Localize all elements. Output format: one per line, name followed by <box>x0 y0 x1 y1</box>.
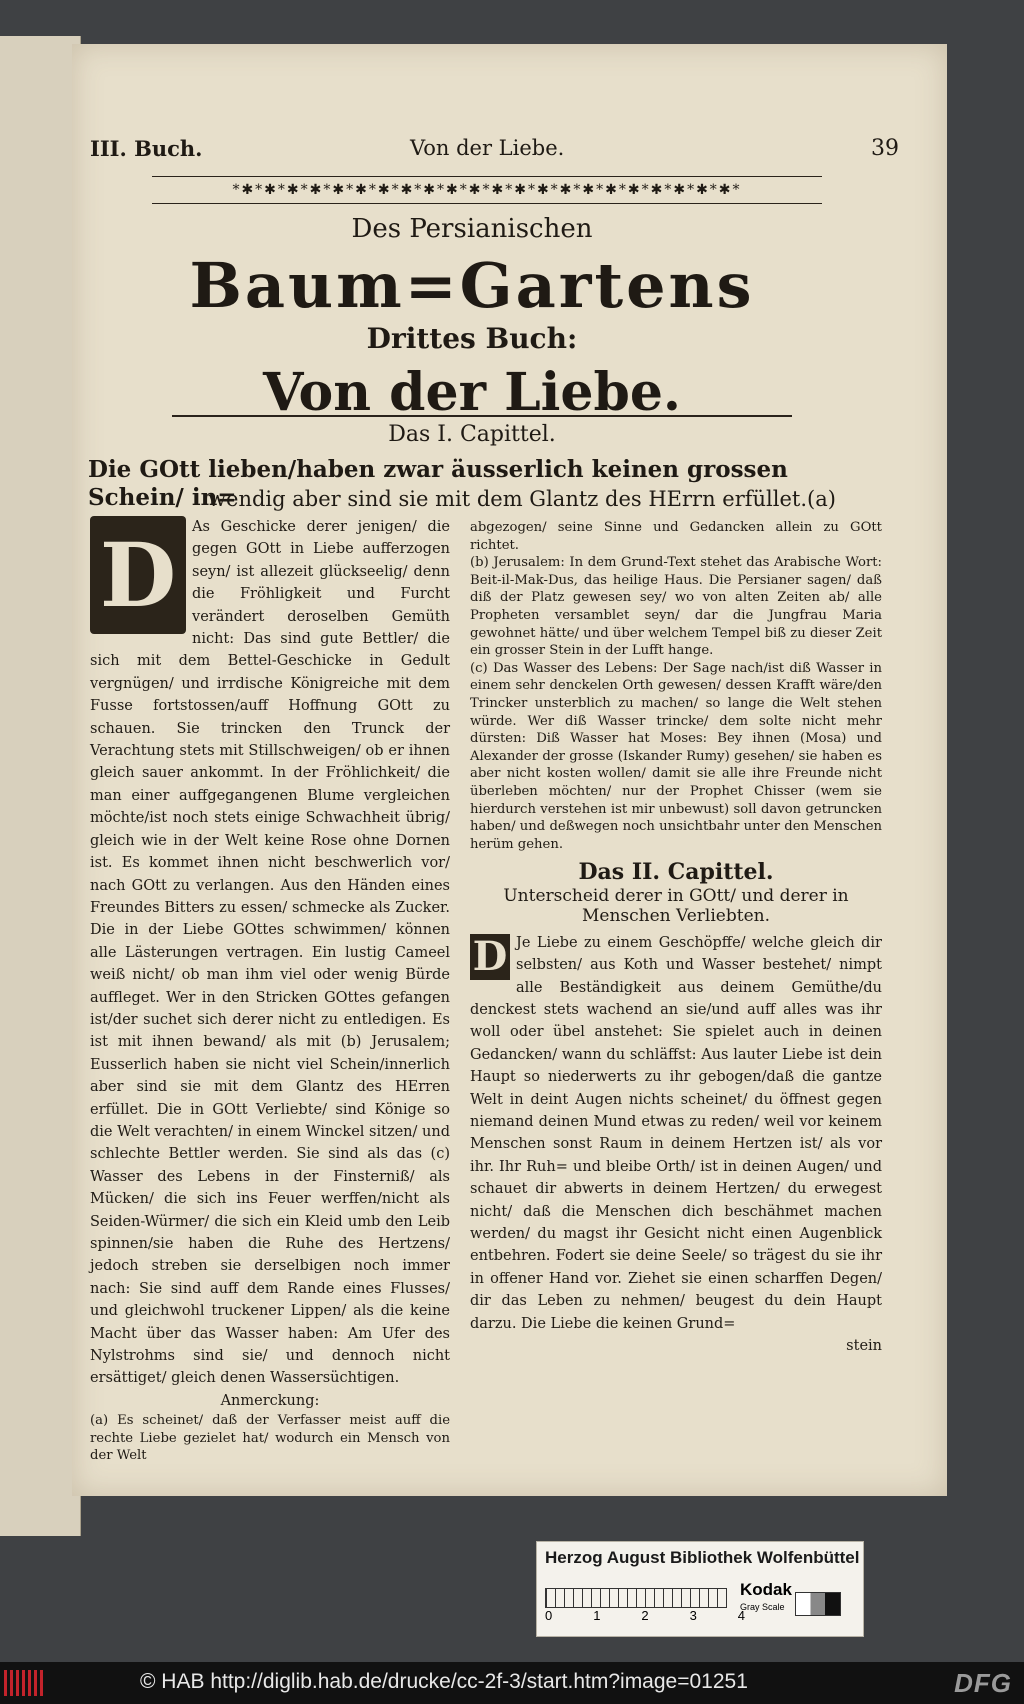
left-column <box>90 516 450 1465</box>
ruler-tick-label: 1 <box>593 1608 601 1623</box>
title-line-4: Von der Liebe. <box>262 362 682 423</box>
title-line-1: Des Persianischen <box>351 214 593 244</box>
ruler-bar <box>545 1588 727 1608</box>
running-header <box>90 136 929 166</box>
chapter-2-heading: Das II. Capittel. <box>578 859 774 886</box>
header-title: Von der Liebe. <box>410 136 565 160</box>
catchword: stein <box>846 1338 882 1354</box>
document-page <box>72 44 947 1496</box>
scan-color-label <box>536 1541 864 1637</box>
scale-ruler <box>545 1576 845 1628</box>
chapter-2-text: Je Liebe zu einem Geschöpffe/ welche gleich dir selbsten/ aus Koth und Wasser bestehet/ nimpt alle Beständigkeit aus deinem Gemüthe/du denckest stets wachend an sie/und auff alles was ihr woll oder übel anstehet: Sie spielet auch in deinen Gedancken/ wann du schläffst: Aus lauter Liebe ist dein Haupt so niederwerts zu ihr gebogen/daß die gantze Welt in deint Augen nichts scheinet/ du öffnest gegen niemand deinen Mund etwas zu reden/ weil vor keinem Menschen sonst Raum in deinem Hertzen ist/ als vor ihr. Ihr Ruh= und bleibe Orth/ ist in deinen Augen/ und schauet dir abwerts in deinem Hertzen/ du erwegest nicht/ daß die Menschen dich beschähmet machen werden/ du magst ihr Gesicht nicht einen Augenblick entbehren. Fodert sie deine Seele/ so trägest du sie ihr in offener Hand vor. Ziehet sie einen scharffen Degen/ dir das Leben zu nehmen/ beugest du dein Haupt darzu. Die Liebe die keinen Grund= <box>470 934 882 1332</box>
footnote-a: (a) Es scheinet/ daß der Verfasser meist auff die rechte Liebe gezielet hat/ wodurch ein Mensch von der Welt <box>90 1413 450 1464</box>
chapter-2-summary: Unterscheid derer in GOtt/ und derer in Menschen Verliebten. <box>503 885 849 926</box>
chapter-1-heading: Das I. Capittel. <box>388 422 556 447</box>
dfg-logo: DFG <box>954 1668 1012 1698</box>
ornament-band: *✱*✱*✱*✱*✱*✱*✱*✱*✱*✱*✱*✱*✱*✱*✱*✱*✱*✱*✱*✱*✱*✱* <box>152 176 822 204</box>
page-number: 39 <box>871 136 899 161</box>
ruler-numbers <box>545 1608 745 1623</box>
gray-swatch <box>795 1592 841 1616</box>
anmerckung-heading: Anmerckung: <box>220 1392 320 1409</box>
chapter-1-text: As Geschicke derer jenigen/ die gegen GOtt in Liebe aufferzogen seyn/ ist allezeit glückseelig/ denn die Fröhligkeit und Furcht verändert deroselben Gemüth nicht: Das sind gute Bettler/ die sich mit dem Bettel-Geschicke in Gedult vergnügen/ und irrdische Königreiche mit dem Fusse fortstossen/auff Hoffnung GOtt zu schauen. Sie trincken den Trunck der Verachtung stets mit Stillschweigen/ ob er ihnen gleich sauer ankommt. In der Fröhlichkeit/ die man einer auffgegangenen Blume vergleichen möchte/ist noch stets einige Schwachheit übrig/ gleich wie in der Welt keine Rose ohne Dornen ist. Es kommet ihnen nicht beschwerlich vor/ nach GOtt zu verlangen. Aus den Händen eines Freundes Bitters zu essen/ schmecke als Zucker. Die in der Liebe GOttes schwimmen/ können alle Lästerungen vertragen. Ein lustig Cameel weiß nicht/ ob man ihm viel oder wenig Bürde auffleget. Wer in den Stricken GOttes gefangen ist/der suchet sich derer nicht zu entledigen. Es ist mit ihnen bewand/ als mit (b) Jerusalem; Eusserlich haben sie nicht viel Schein/innerlich aber sind sie mit dem Glantz des HErren erfüllet. Die in GOtt Verliebte/ sind Könige so die Welt verachten/ in einem Winckel sitzen/ und schlechte Bettler werden. Sie sind als das (c) Wasser des Lebens in der Finsterniß/ als Mücken/ die sich ins Feuer werffen/nicht als Seiden-Würmer/ die sich ein Kleid umb den Leib spinnen/sie haben die Ruhe des Hertzens/ jedoch streben sie derselbigen noch immer nach: Sie sind auff dem Rande eines Flusses/ und gleichwohl truckener Lippen/ als die keine Macht über das Wasser haben: Am Ufer des Nylstrohms sind sie/ und dennoch nicht ersättiget/ gleich denen Wassersüchtigen. <box>90 519 450 1387</box>
ruler-tick-label: 4 <box>737 1608 745 1623</box>
title-rule <box>172 415 792 417</box>
ruler-tick-label: 0 <box>545 1608 553 1623</box>
stripe-logo-icon <box>4 1670 46 1696</box>
title-line-2: Baum=Gartens <box>189 249 755 322</box>
kodak-brand: Kodak <box>740 1580 792 1599</box>
copyright-link[interactable]: © HAB http://diglib.hab.de/drucke/cc-2f-3/start.htm?image=01251 <box>140 1670 748 1693</box>
drop-cap-d: D <box>90 516 186 634</box>
book-label: III. Buch. <box>90 136 203 161</box>
chapter-1-summary-a: Die GOtt lieben/haben zwar äusserlich keinen grossen Schein/ in= <box>88 456 788 511</box>
library-name: Herzog August Bibliothek Wolfenbüttel <box>545 1548 860 1567</box>
previous-page-edge <box>0 36 81 1536</box>
footnote-a-continued: abgezogen/ seine Sinne und Gedancken allein zu GOtt richtet. <box>470 520 882 553</box>
gray-scale-label: Gray Scale <box>740 1602 785 1612</box>
footnote-b: (b) Jerusalem: In dem Grund-Text stehet das Arabische Wort: Beit-il-Mak-Dus, das heilige Haus. Die Persianer sagen/ daß diß der Platz gewesen sey/ wo von alten Zeiten ab/ alle Propheten versamblet seyn/ dar die Jungfrau Maria gewohnet hätte/ und über welchem Tempel biß zu dieser Zeit ein grosser Stein in der Lufft hange. <box>470 555 882 659</box>
ruler-tick-label: 2 <box>641 1608 649 1623</box>
ruler-tick-label: 3 <box>689 1608 697 1623</box>
footer-bar <box>0 1662 1024 1704</box>
right-column <box>470 519 882 1357</box>
footnote-c: (c) Das Wasser des Lebens: Der Sage nach/ist diß Wasser in einem sehr denckelen Orth gewesen/ dessen Krafft wäre/den Trincker unsterblich zu machen/ so lange die Welt stehen würde. Wer diß Wasser trincke/ dem solte nicht mehr dürsten: Diß Wasser hat Moses: Bey ihnen (Mosa) und Alexander der grosse (Iskander Rumy) gesehen/ sie haben es aber nicht kosten wollen/ damit sie alle ihre Freunde nicht überleben möchten/ nur der Prophet Chisser (wem sie hierdurch verstehen ist mir unbewust) soll davon getruncken haben/ und deßwegen noch unsichtbahr unter den Menschen herüm gehen. <box>470 660 882 852</box>
title-line-3: Drittes Buch: <box>366 322 578 355</box>
drop-cap-d-2: D <box>470 934 510 980</box>
chapter-1-summary-b: wendig aber sind sie mit dem Glantz des HErrn erfüllet.(a) <box>208 487 836 511</box>
